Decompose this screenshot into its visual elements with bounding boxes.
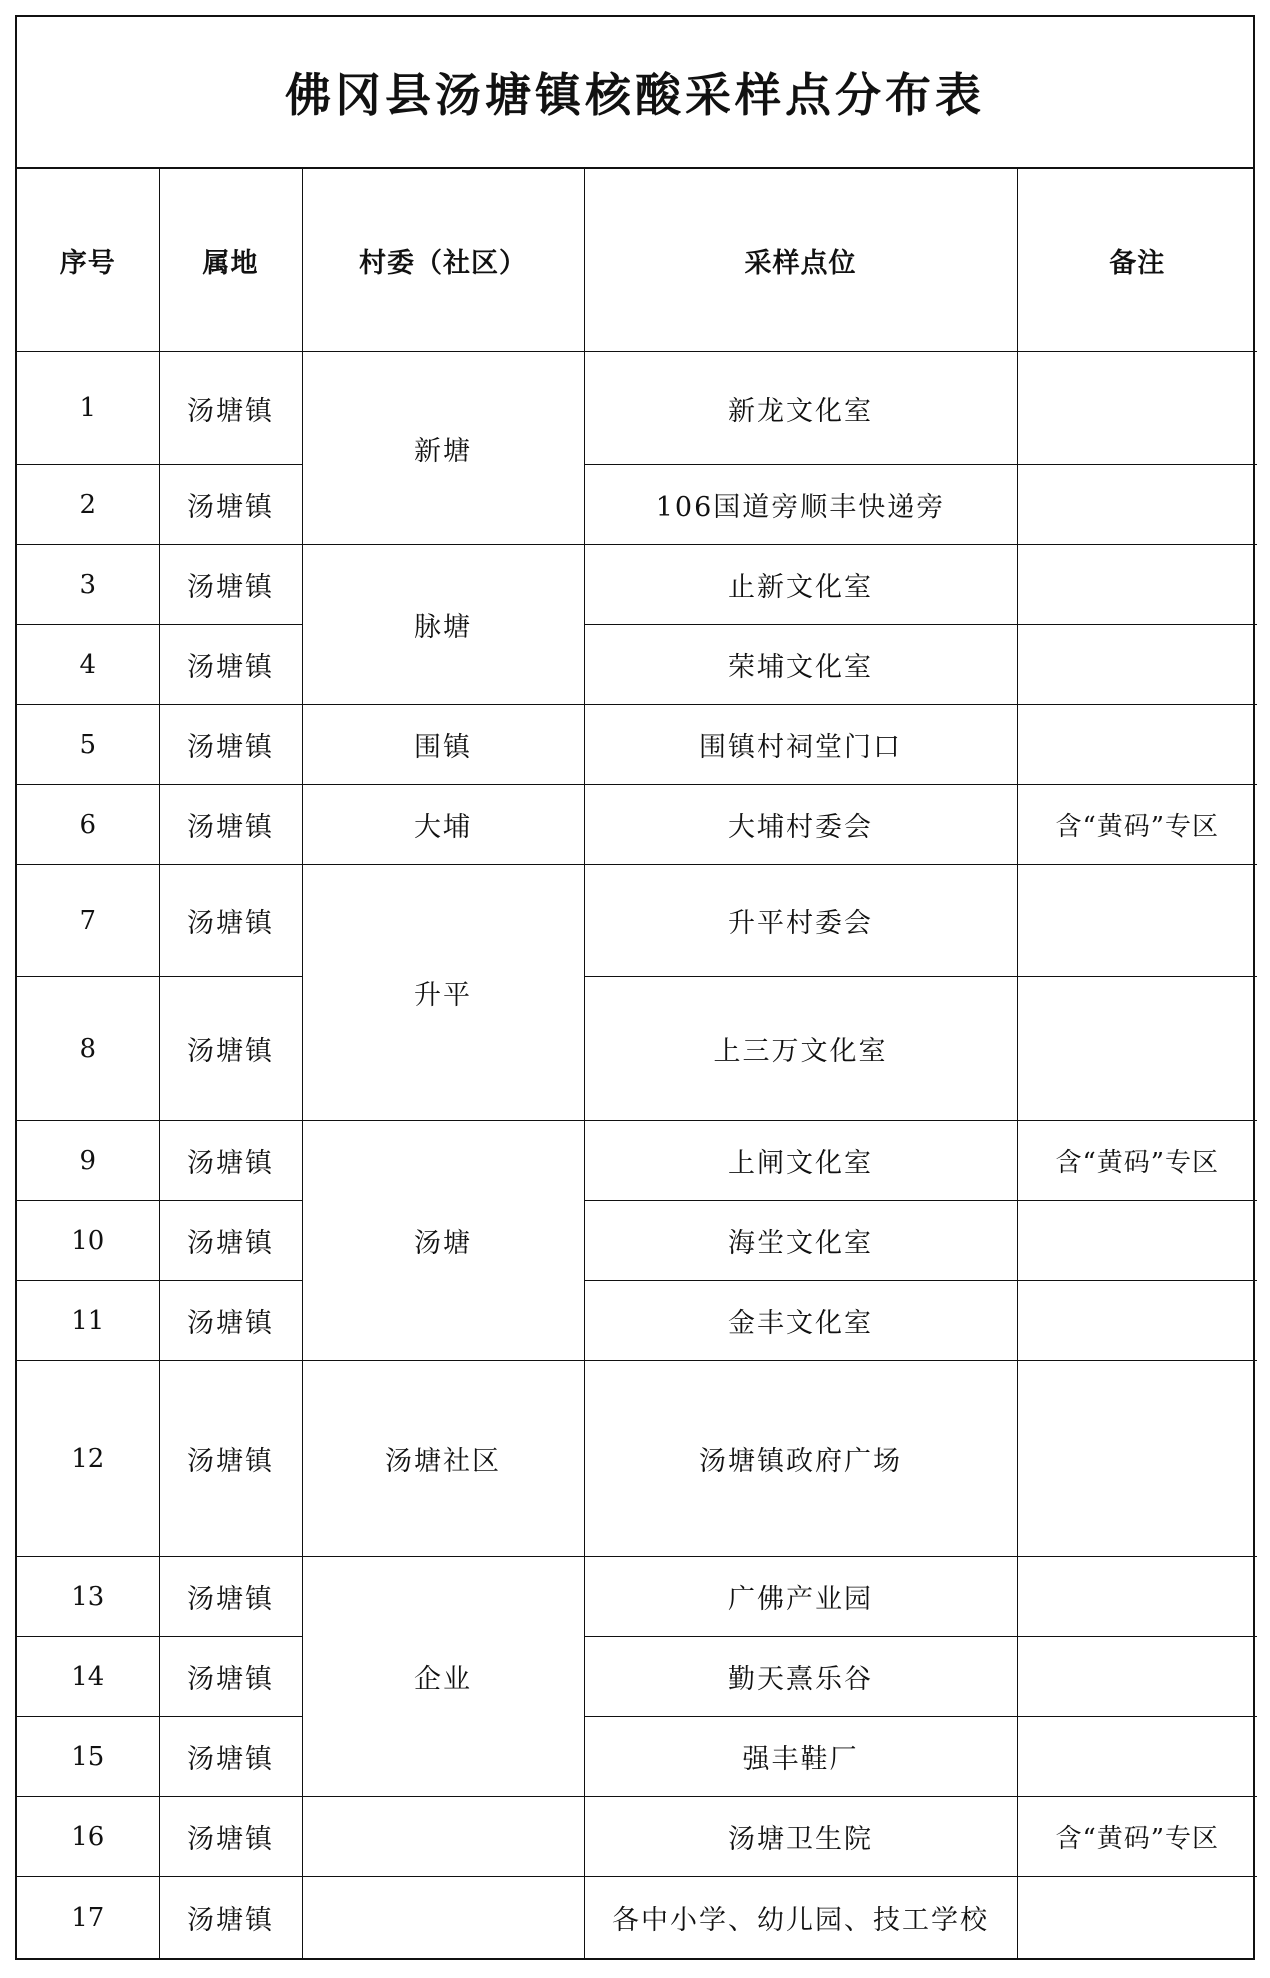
row-site: 新龙文化室 <box>584 352 1017 465</box>
row-note <box>1017 352 1257 465</box>
row-area: 汤塘镇 <box>159 977 302 1121</box>
table-row <box>17 977 1257 1121</box>
sampling-table-sheet <box>15 15 1255 1960</box>
row-area: 汤塘镇 <box>159 625 302 705</box>
table-row <box>17 352 1257 465</box>
row-site: 金丰文化室 <box>584 1281 1017 1361</box>
row-no: 4 <box>17 625 159 705</box>
table-row <box>17 785 1257 865</box>
row-site: 强丰鞋厂 <box>584 1717 1017 1797</box>
table-row <box>17 625 1257 705</box>
row-village: 脉塘 <box>302 545 584 705</box>
table-row <box>17 1557 1257 1637</box>
header-area: 属地 <box>159 169 302 352</box>
header-row <box>17 169 1257 352</box>
row-site: 升平村委会 <box>584 865 1017 977</box>
row-site: 海坣文化室 <box>584 1201 1017 1281</box>
row-no: 16 <box>17 1797 159 1877</box>
sampling-sites-table <box>17 169 1257 1959</box>
row-area: 汤塘镇 <box>159 785 302 865</box>
row-area: 汤塘镇 <box>159 352 302 465</box>
row-site: 止新文化室 <box>584 545 1017 625</box>
row-area: 汤塘镇 <box>159 465 302 545</box>
row-note: 含“黄码”专区 <box>1017 1121 1257 1201</box>
row-note <box>1017 625 1257 705</box>
row-note <box>1017 1637 1257 1717</box>
header-no: 序号 <box>17 169 159 352</box>
row-site: 汤塘卫生院 <box>584 1797 1017 1877</box>
row-note <box>1017 1201 1257 1281</box>
row-village: 升平 <box>302 865 584 1121</box>
row-site: 围镇村祠堂门口 <box>584 705 1017 785</box>
row-site: 勤天熹乐谷 <box>584 1637 1017 1717</box>
table-row <box>17 1717 1257 1797</box>
header-village: 村委（社区） <box>302 169 584 352</box>
row-site: 广佛产业园 <box>584 1557 1017 1637</box>
row-site: 上闸文化室 <box>584 1121 1017 1201</box>
row-area: 汤塘镇 <box>159 705 302 785</box>
row-no: 9 <box>17 1121 159 1201</box>
row-no: 10 <box>17 1201 159 1281</box>
row-note <box>1017 1557 1257 1637</box>
row-site: 各中小学、幼儿园、技工学校 <box>584 1877 1017 1959</box>
row-area: 汤塘镇 <box>159 1121 302 1201</box>
row-area: 汤塘镇 <box>159 865 302 977</box>
row-site: 大埔村委会 <box>584 785 1017 865</box>
table-row <box>17 465 1257 545</box>
row-area: 汤塘镇 <box>159 1797 302 1877</box>
row-no: 5 <box>17 705 159 785</box>
row-no: 14 <box>17 1637 159 1717</box>
row-note: 含“黄码”专区 <box>1017 785 1257 865</box>
row-area: 汤塘镇 <box>159 1361 302 1557</box>
row-village <box>302 1877 584 1959</box>
row-no: 3 <box>17 545 159 625</box>
row-area: 汤塘镇 <box>159 545 302 625</box>
row-site: 上三万文化室 <box>584 977 1017 1121</box>
row-village: 围镇 <box>302 705 584 785</box>
table-row <box>17 1361 1257 1557</box>
row-village: 新塘 <box>302 352 584 545</box>
row-note <box>1017 865 1257 977</box>
row-site: 106国道旁顺丰快递旁 <box>584 465 1017 545</box>
table-row <box>17 705 1257 785</box>
table-row <box>17 1201 1257 1281</box>
row-note <box>1017 545 1257 625</box>
row-note <box>1017 1877 1257 1959</box>
table-row <box>17 1637 1257 1717</box>
row-site: 汤塘镇政府广场 <box>584 1361 1017 1557</box>
header-note: 备注 <box>1017 169 1257 352</box>
table-row <box>17 865 1257 977</box>
table-row <box>17 1797 1257 1877</box>
header-site: 采样点位 <box>584 169 1017 352</box>
page-title: 佛冈县汤塘镇核酸采样点分布表 <box>17 17 1253 169</box>
row-no: 12 <box>17 1361 159 1557</box>
row-village <box>302 1797 584 1877</box>
row-no: 17 <box>17 1877 159 1959</box>
table-row <box>17 1877 1257 1959</box>
row-note <box>1017 1361 1257 1557</box>
row-note <box>1017 705 1257 785</box>
row-note: 含“黄码”专区 <box>1017 1797 1257 1877</box>
row-no: 6 <box>17 785 159 865</box>
row-area: 汤塘镇 <box>159 1201 302 1281</box>
row-no: 8 <box>17 977 159 1121</box>
table-row <box>17 1281 1257 1361</box>
row-note <box>1017 1281 1257 1361</box>
row-village: 汤塘社区 <box>302 1361 584 1557</box>
row-note <box>1017 1717 1257 1797</box>
row-no: 15 <box>17 1717 159 1797</box>
row-village: 企业 <box>302 1557 584 1797</box>
row-site: 荣埔文化室 <box>584 625 1017 705</box>
table-row <box>17 1121 1257 1201</box>
row-no: 11 <box>17 1281 159 1361</box>
row-area: 汤塘镇 <box>159 1637 302 1717</box>
row-area: 汤塘镇 <box>159 1717 302 1797</box>
row-area: 汤塘镇 <box>159 1281 302 1361</box>
row-note <box>1017 465 1257 545</box>
row-no: 13 <box>17 1557 159 1637</box>
row-village: 汤塘 <box>302 1121 584 1361</box>
row-area: 汤塘镇 <box>159 1877 302 1959</box>
row-area: 汤塘镇 <box>159 1557 302 1637</box>
row-note <box>1017 977 1257 1121</box>
row-no: 1 <box>17 352 159 465</box>
table-row <box>17 545 1257 625</box>
row-village: 大埔 <box>302 785 584 865</box>
row-no: 2 <box>17 465 159 545</box>
row-no: 7 <box>17 865 159 977</box>
